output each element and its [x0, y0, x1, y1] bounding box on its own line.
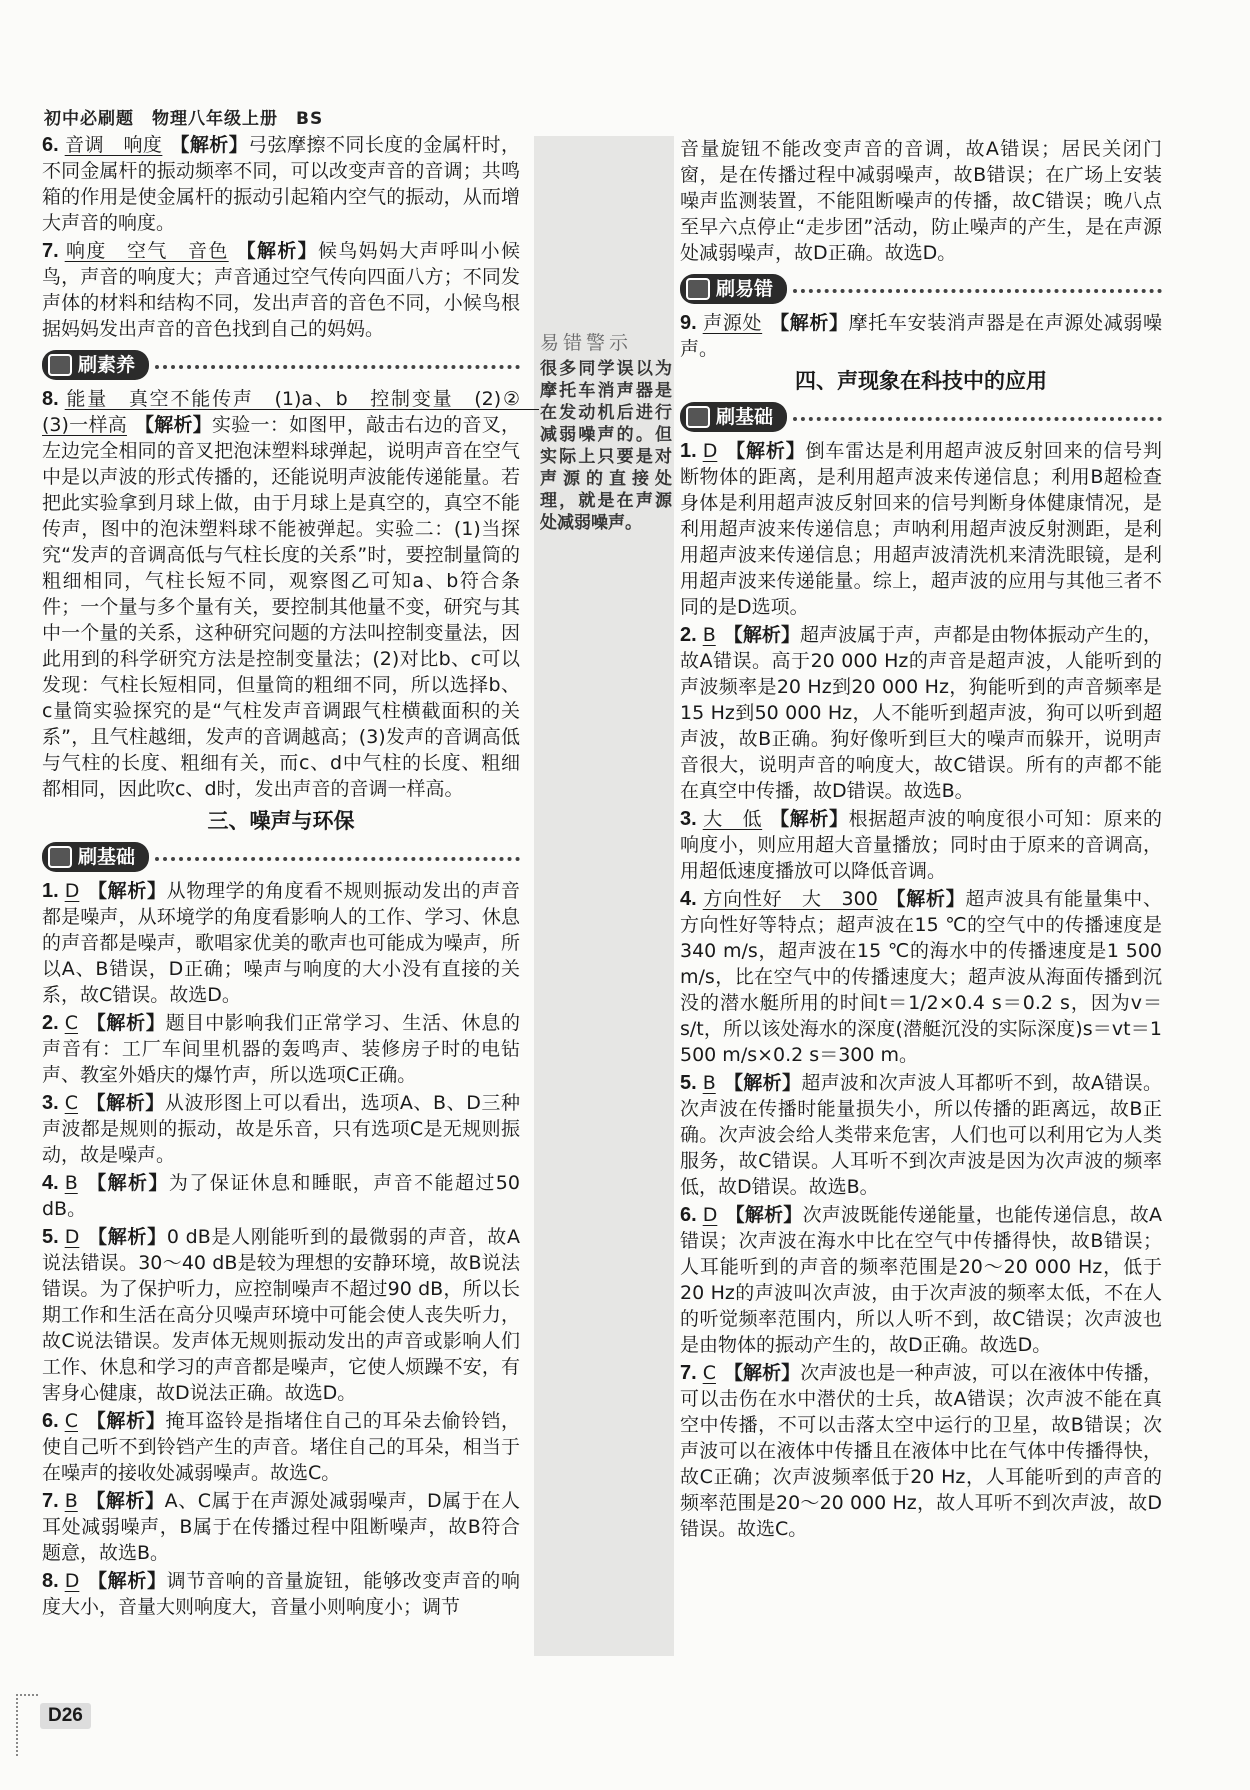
badge-label: 刷基础: [78, 846, 136, 868]
item-num: 5.: [680, 1072, 697, 1094]
item-ans: D: [64, 1226, 80, 1248]
answer-item: [680, 1070, 1162, 1200]
badge-label: 刷素养: [78, 354, 136, 376]
item-ans: C: [64, 1092, 78, 1114]
section-title: 三、噪声与环保: [207, 809, 355, 833]
item-num: 4.: [680, 888, 697, 910]
item-ans: 响度 空气 音色: [64, 240, 229, 262]
item-num: 3.: [680, 808, 697, 830]
item-ans: B: [64, 1172, 78, 1194]
right-column: [680, 136, 1162, 1544]
dotted-rule: [155, 365, 520, 369]
item-text: 超声波具有能量集中、方向性好等特点；超声波在15 ℃的空气中的传播速度是340 m/s，超声波在15 ℃的海水中的传播速度是1 500 m/s，比在空气中的传播速度大；超声波从海面传播到沉没的潜水艇所用的时间t＝1/2×0.4 s＝0.2 s，因为v＝s/t，所以该处海水的深度(潜艇沉没的实际深度)s＝vt＝1 500 m/s×0.2 s＝300 m。: [680, 888, 1162, 1066]
item-tag: 【解析】: [770, 808, 849, 830]
answer-item: [680, 806, 1162, 884]
item-ans: 音调 响度: [64, 134, 163, 156]
badge-row: [42, 842, 520, 872]
badge-row: [680, 274, 1162, 304]
item-text: 掩耳盗铃是指堵住自己的耳朵去偷铃铛，使自己听不到铃铛产生的声音。堵住自己的耳朵，相当于在噪声的接收处减弱噪声。故选C。: [42, 1410, 520, 1484]
dotted-rule: [793, 417, 1162, 421]
answer-item: [680, 438, 1162, 620]
badge-label: 刷易错: [716, 278, 774, 300]
item-ans: D: [702, 440, 718, 462]
answer-item: [42, 1170, 520, 1222]
item-text: 候鸟妈妈大声呼叫小候鸟，声音的响度大；声音通过空气传向四面八方；不同发声体的材料和结构不同，发出声音的音色不同，小候鸟根据妈妈发出声音的音色找到自己的妈妈。: [42, 240, 520, 340]
badge-row: [680, 402, 1162, 432]
item-ans: C: [64, 1012, 78, 1034]
item-ans: B: [702, 624, 716, 646]
item-tag: 【解析】: [87, 880, 167, 902]
section-badge: [680, 402, 787, 432]
answer-item: [42, 1010, 520, 1088]
item-tag: 【解析】: [85, 1172, 169, 1194]
item-num: 8.: [42, 388, 59, 410]
item-ans: 能量 真空不能传声 (1)a、b 控制变量 (2)② (3)一样高: [42, 388, 540, 436]
item-text: 摩托车安装消声器是在声源处减弱噪声。: [680, 312, 1162, 360]
side-note: [540, 332, 672, 534]
corner-mark: [16, 1694, 38, 1756]
item-tag: 【解析】: [770, 312, 849, 334]
item-tag: 【解析】: [85, 1092, 165, 1114]
answer-item: [680, 1202, 1162, 1358]
item-num: 9.: [680, 312, 697, 334]
answer-item: [42, 1488, 520, 1566]
item-tag: 【解析】: [723, 624, 801, 646]
item-ans: B: [64, 1490, 78, 1512]
item-text: 从物理学的角度看不规则振动发出的声音都是噪声，从环境学的角度看影响人的工作、学习、休息的声音都是噪声，歌唱家优美的歌声也可能成为噪声，所以A、B错误，D正确；噪声与响度的大小没有直接的关系，故C错误。故选D。: [42, 880, 520, 1006]
item-ans: 方向性好 大 300: [702, 888, 878, 910]
item-text: 倒车雷达是利用超声波反射回来的信号判断物体的距离，是利用超声波来传递信息；利用B超检查身体是利用超声波反射回来的信号判断身体健康情况，是利用超声波来传递信息；声呐利用超声波反射测距，是利用超声波来传递信息；用超声波清洗机来清洗眼镜，是利用超声波来传递能量。综上，超声波的应用与其他三者不同的是D选项。: [680, 440, 1162, 618]
item-ans: D: [702, 1204, 718, 1226]
section-badge: [42, 842, 149, 872]
section-badge: [42, 350, 149, 380]
item-tag: 【解析】: [87, 1226, 167, 1248]
item-ans: D: [64, 880, 80, 902]
answer-item: [42, 386, 540, 802]
item-num: 5.: [42, 1226, 59, 1248]
item-tag: 【解析】: [885, 888, 966, 910]
badge-label: 刷基础: [716, 406, 774, 428]
item-num: 6.: [42, 1410, 59, 1432]
item-tag: 【解析】: [85, 1410, 166, 1432]
item-tag: 【解析】: [85, 1490, 165, 1512]
item-text: A、C属于在声源处减弱噪声，D属于在人耳处减弱噪声，B属于在传播过程中阻断噪声，故B符合题意，故选B。: [42, 1490, 520, 1564]
book-icon: [686, 406, 710, 428]
item-ans: D: [64, 1570, 80, 1592]
item-num: 1.: [42, 880, 59, 902]
item-text: 次声波也是一种声波，可以在液体中传播，可以击伤在水中潜伏的士兵，故A错误；次声波不能在真空中传播，不可以击落太空中运行的卫星，故B错误；次声波可以在液体中传播且在液体中比在气体中传播得快，故C正确；次声波频率低于20 Hz，人耳能听到的声音的频率范围是20～20 000 Hz，故人耳听不到次声波，故D错误。故选C。: [680, 1362, 1162, 1540]
answer-item: [42, 1408, 520, 1486]
item-num: 1.: [680, 440, 697, 462]
item-text: 从波形图上可以看出，选项A、B、D三种声波都是规则的振动，故是乐音，只有选项C是无规则振动，故是噪声。: [42, 1092, 520, 1166]
item-tag: 【解析】: [134, 414, 213, 436]
answer-item: [42, 1224, 520, 1406]
item-text: 调节音响的音量旋钮，能够改变声音的响度大小，音量大则响度大，音量小则响度小；调节: [42, 1570, 520, 1618]
item-ans: B: [702, 1072, 716, 1094]
item-text: 根据超声波的响度很小可知：原来的响度小，则应用超大音量播放；同时由于原来的音调高，用超低速度播放可以降低音调。: [680, 808, 1162, 882]
item-num: 7.: [680, 1362, 697, 1384]
badge-row: [42, 350, 520, 380]
book-icon: [48, 846, 72, 868]
item-text: 次声波既能传递能量，也能传递信息，故A错误；次声波在海水中比在空气中传播得快，故B错误；人耳能听到的声音的频率范围是20～20 000 Hz，低于20 Hz的声波叫次声波，由于次声波的频率太低，不在人的听觉频率范围内，所以人听不到，故C错误；次声波也是由物体的振动产生的，故D正确。故选D。: [680, 1204, 1162, 1356]
item-num: 6.: [42, 134, 59, 156]
item-text: 题目中影响我们正常学习、生活、休息的声音有：工厂车间里机器的轰鸣声、装修房子时的电钻声、教室外婚庆的爆竹声，所以选项C正确。: [42, 1012, 520, 1086]
page-header: 初中必刷题 物理八年级上册 BS: [44, 109, 324, 129]
answer-item: [42, 1568, 520, 1620]
item-num: 7.: [42, 1490, 59, 1512]
answer-item: [680, 310, 1162, 362]
item-ans: 大 低: [702, 808, 763, 830]
item-text: 弓弦摩擦不同长度的金属杆时，不同金属杆的振动频率不同，可以改变声音的音调；共鸣箱的作用是使金属杆的振动引起箱内空气的振动，从而增大声音的响度。: [42, 134, 520, 234]
item-tag: 【解析】: [170, 134, 249, 156]
book-icon: [686, 278, 710, 300]
item-text: 0 dB是人刚能听到的最微弱的声音，故A说法错误。30～40 dB是较为理想的安静环境，故B说法错误。为了保护听力，应控制噪声不超过90 dB，所以长期工作和生活在高分贝噪声环境中可能会使人丧失听力，故C说法错误。发声体无规则振动发出的声音或影响人们工作、休息和学习的声音都是噪声，它使人烦躁不安，有害身心健康，故D说法正确。故选D。: [42, 1226, 520, 1404]
item-tag: 【解析】: [85, 1012, 166, 1034]
side-note-text: 很多同学误以为摩托车消声器是在发动机后进行减弱噪声的。但实际上只要是对声源的直接处理，就是在声源处减弱噪声。: [540, 359, 672, 533]
item-tag: 【解析】: [725, 440, 806, 462]
item-num: 3.: [42, 1092, 59, 1114]
section-title: 四、声现象在科技中的应用: [795, 369, 1047, 393]
item-tag: 【解析】: [723, 1072, 802, 1094]
page-number: D26: [40, 1703, 91, 1729]
item-text: 超声波属于声，声都是由物体振动产生的，故A错误。高于20 000 Hz的声音是超声波，人能听到的声波频率是20 Hz到20 000 Hz，狗能听到的声音频率是15 Hz到50 000 Hz，人不能听到超声波，狗可以听到超声波，故B正确。狗好像听到巨大的噪声而躲开，说明声音很大，说明声音的响度大，故C错误。所有的声都不能在真空中传播，故D错误。故选B。: [680, 624, 1162, 802]
item-num: 2.: [42, 1012, 59, 1034]
item-tag: 【解析】: [723, 1362, 801, 1384]
dotted-rule: [793, 289, 1162, 293]
item-tag: 【解析】: [725, 1204, 803, 1226]
dotted-rule: [155, 857, 520, 861]
item-text: 为了保证休息和睡眠，声音不能超过50 dB。: [42, 1172, 520, 1220]
item-ans: 声源处: [702, 312, 763, 334]
book-icon: [48, 354, 72, 376]
left-column: [42, 132, 540, 1622]
answer-item: [680, 622, 1162, 804]
item-tag: 【解析】: [87, 1570, 167, 1592]
answer-item: [680, 886, 1162, 1068]
answer-item: [680, 1360, 1162, 1542]
side-note-title: 易错警示: [540, 332, 633, 354]
section-badge: [680, 274, 787, 304]
item-tag: 【解析】: [236, 240, 318, 262]
item-num: 7.: [42, 240, 59, 262]
item-text: 实验一：如图甲，敲击右边的音叉，左边完全相同的音叉把泡沫塑料球弹起，说明声音在空气中是以声波的形式传播的，还能说明声波能传递能量。若把此实验拿到月球上做，由于月球上是真空的，真空不能传声，图中的泡沫塑料球不能被弹起。实验二：(1)当探究“发声的音调高低与气柱长度的关系”时，要控制量筒的粗细相同，气柱长短不同，观察图乙可知a、b符合条件；一个量与多个量有关，要控制其他量不变，研究与其中一个量的关系，这种研究问题的方法叫控制变量法，因此用到的科学研究方法是控制变量法；(2)对比b、c可以发现：气柱长短相同，但量筒的粗细不同，所以选择b、c量筒实验探究的是“气柱发声音调跟气柱横截面积的关系”，且气柱越细，发声的音调越高；(3)发声的音调高低与气柱的长度、粗细有关，而c、d中气柱的长度、粗细都相同，因此吹c、d时，发出声音的音调一样高。: [42, 414, 520, 800]
item-num: 2.: [680, 624, 697, 646]
continued-text: 音量旋钮不能改变声音的音调，故A错误；居民关闭门窗，是在传播过程中减弱噪声，故B错误；在广场上安装噪声监测装置，不能阻断噪声的传播，故C错误；晚八点至早六点停止“走步团”活动，防止噪声的产生，是在声源处减弱噪声，故D正确。故选D。: [680, 138, 1162, 264]
item-ans: C: [64, 1410, 78, 1432]
answer-item: [42, 1090, 520, 1168]
item-ans: C: [702, 1362, 716, 1384]
item-num: 6.: [680, 1204, 697, 1226]
item-text: 超声波和次声波人耳都听不到，故A错误。次声波在传播时能量损失小，所以传播的距离远，故B正确。次声波会给人类带来危害，人们也可以利用它为人类服务，故C错误。人耳听不到次声波是因为次声波的频率低，故D错误。故选B。: [680, 1072, 1162, 1198]
answer-item: [42, 132, 520, 236]
answer-item: [42, 238, 520, 342]
item-num: 4.: [42, 1172, 59, 1194]
item-num: 8.: [42, 1570, 59, 1592]
answer-item: [42, 878, 520, 1008]
